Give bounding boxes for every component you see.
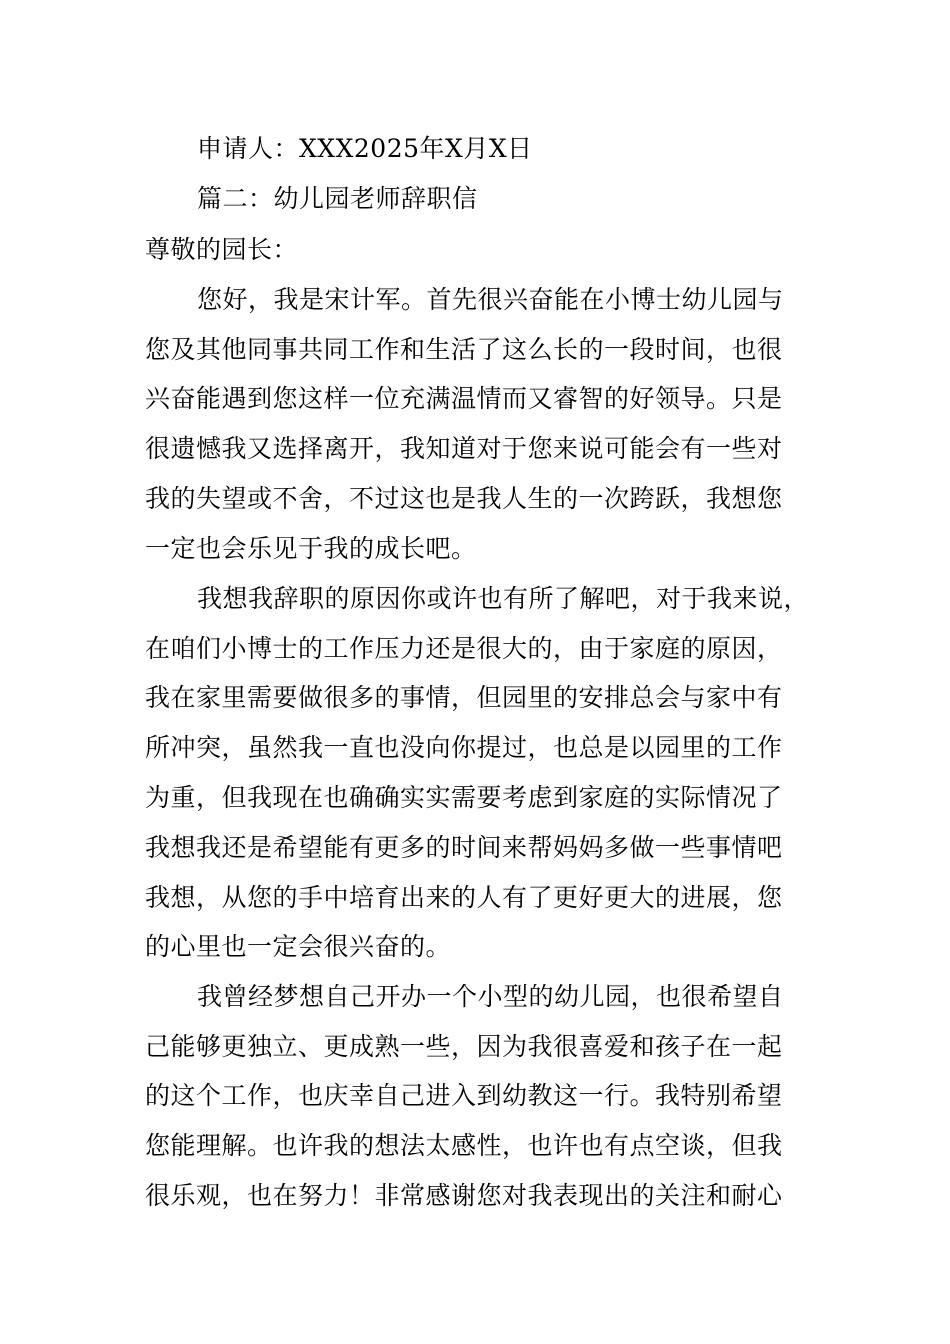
text-line: 我想，从您的手中培育出来的人有了更好更大的进展，您 xyxy=(145,883,783,912)
text-line: 很遗憾我又选择离开，我知道对于您来说可能会有一些对 xyxy=(145,434,783,463)
text-line: 您能理解。也许我的想法太感性，也许也有点空谈，但我 xyxy=(145,1131,783,1160)
text-line: 的心里也一定会很兴奋的。 xyxy=(145,932,452,961)
section-title: 篇二：幼儿园老师辞职信 xyxy=(197,184,478,213)
text-line: 的这个工作，也庆幸自己进入到幼教这一行。我特别希望 xyxy=(145,1081,783,1110)
text-line: 很乐观，也在努力！非常感谢您对我表现出的关注和耐心 xyxy=(145,1181,783,1210)
text-line: 在咱们小博士的工作压力还是很大的，由于家庭的原因， xyxy=(145,634,783,663)
text-line: 我的失望或不舍，不过这也是我人生的一次跨跃，我想您 xyxy=(145,484,783,513)
text-line: 您及其他同事共同工作和生活了这么长的一段时间，也很 xyxy=(145,335,783,364)
text-line: 一定也会乐见于我的成长吧。 xyxy=(145,534,477,563)
signature-line: 申请人：XXX2025年X月X日 xyxy=(197,134,533,163)
text-line: 我想我还是希望能有更多的时间来帮妈妈多做一些事情吧 xyxy=(145,833,783,862)
text-line: 我在家里需要做很多的事情，但园里的安排总会与家中有 xyxy=(145,683,783,712)
salutation: 尊敬的园长： xyxy=(145,235,299,264)
text-line: 己能够更独立、更成熟一些，因为我很喜爱和孩子在一起 xyxy=(145,1032,783,1061)
text-line: 我曾经梦想自己开办一个小型的幼儿园，也很希望自 xyxy=(197,982,784,1011)
text-line: 您好，我是宋计军。首先很兴奋能在小博士幼儿园与 xyxy=(197,285,784,314)
text-line: 所冲突，虽然我一直也没向你提过，也总是以园里的工作 xyxy=(145,733,783,762)
text-line: 为重，但我现在也确确实实需要考虑到家庭的实际情况了 xyxy=(145,783,783,812)
text-line: 兴奋能遇到您这样一位充满温情而又睿智的好领导。只是 xyxy=(145,384,783,413)
text-line: 我想我辞职的原因你或许也有所了解吧，对于我来说， xyxy=(197,584,810,613)
